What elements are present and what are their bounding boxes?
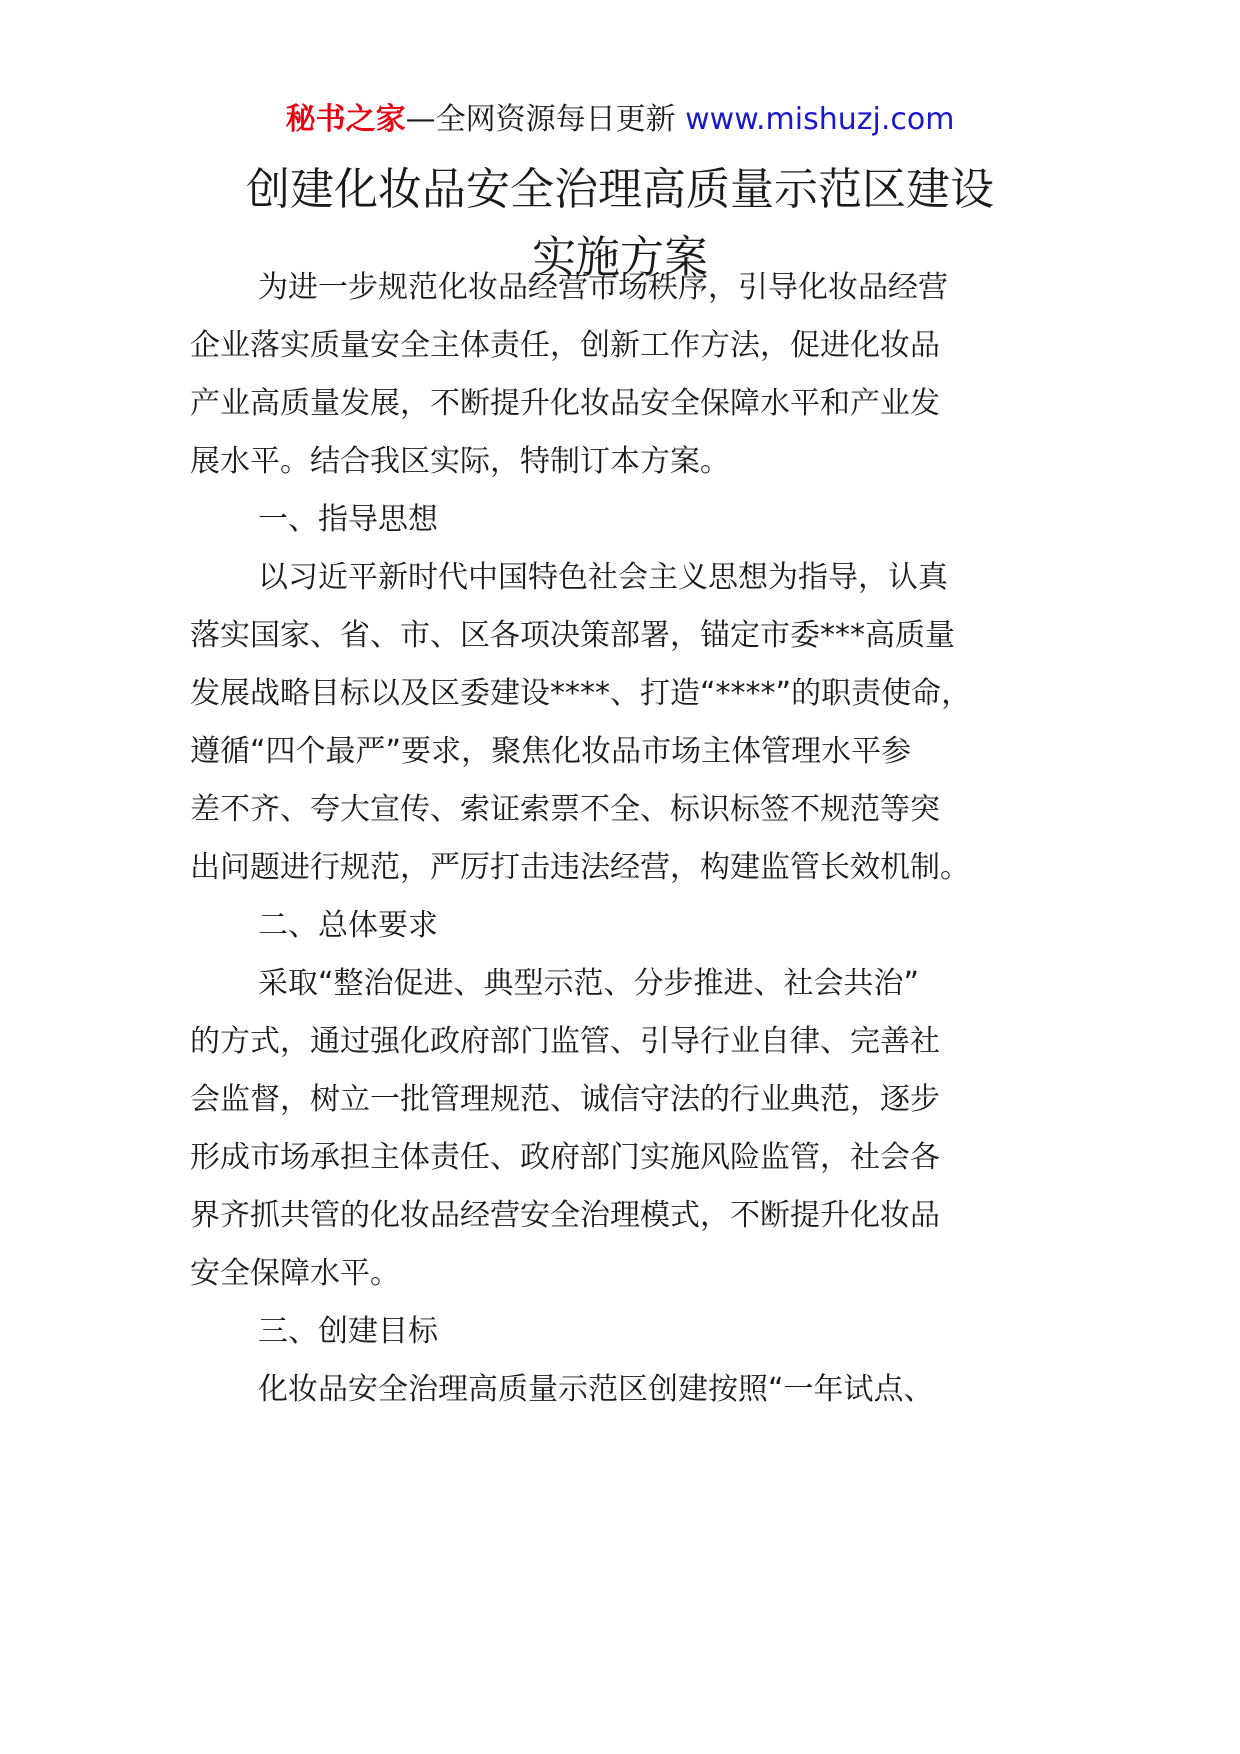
paragraph-intro-line: 企业落实质量安全主体责任，创新工作方法，促进化妆品 <box>190 328 940 363</box>
paragraph-guiding-line: 发展战略目标以及区委建设****、打造“****”的职责使命， <box>190 676 972 711</box>
banner-tagline: —全网资源每日更新 <box>405 102 686 137</box>
paragraph-requirements-line: 采取“整治促进、典型示范、分步推进、社会共治” <box>258 966 920 1001</box>
brand-name: 秘书之家 <box>285 102 406 137</box>
paragraph-guiding-line: 出问题进行规范，严厉打击违法经营，构建监管长效机制。 <box>190 850 970 885</box>
paragraph-requirements-line: 会监督，树立一批管理规范、诚信守法的行业典范，逐步 <box>190 1082 940 1117</box>
section-heading-goals: 三、创建目标 <box>258 1314 438 1349</box>
paragraph-requirements-line: 安全保障水平。 <box>190 1256 400 1291</box>
site-banner <box>0 100 1240 140</box>
paragraph-guiding-line: 差不齐、夸大宣传、索证索票不全、标识标签不规范等突 <box>190 792 940 827</box>
paragraph-requirements-line: 的方式，通过强化政府部门监管、引导行业自律、完善社 <box>190 1024 940 1059</box>
paragraph-guiding-line: 遵循“四个最严”要求，聚焦化妆品市场主体管理水平参 <box>190 734 912 769</box>
paragraph-requirements-line: 形成市场承担主体责任、政府部门实施风险监管，社会各 <box>190 1140 940 1175</box>
document-title-line-1: 创建化妆品安全治理高质量示范区建设 <box>246 164 994 215</box>
paragraph-requirements-line: 界齐抓共管的化妆品经营安全治理模式，不断提升化妆品 <box>190 1198 940 1233</box>
paragraph-guiding-line: 以习近平新时代中国特色社会主义思想为指导，认真 <box>258 560 948 595</box>
paragraph-intro-line: 产业高质量发展，不断提升化妆品安全保障水平和产业发 <box>190 386 940 421</box>
document-title-line-2: 实施方案 <box>532 232 708 283</box>
paragraph-guiding-line: 落实国家、省、市、区各项决策部署，锚定市委***高质量 <box>190 618 955 653</box>
section-heading-general-requirements: 二、总体要求 <box>258 908 438 943</box>
paragraph-goals-line: 化妆品安全治理高质量示范区创建按照“一年试点、 <box>258 1372 934 1407</box>
site-url-link[interactable]: www.mishuzj.com <box>685 102 955 137</box>
paragraph-intro-line: 展水平。结合我区实际，特制订本方案。 <box>190 444 730 479</box>
paragraph-intro-line: 为进一步规范化妆品经营市场秩序，引导化妆品经营 <box>258 270 948 305</box>
section-heading-guiding-ideology: 一、指导思想 <box>258 502 438 537</box>
